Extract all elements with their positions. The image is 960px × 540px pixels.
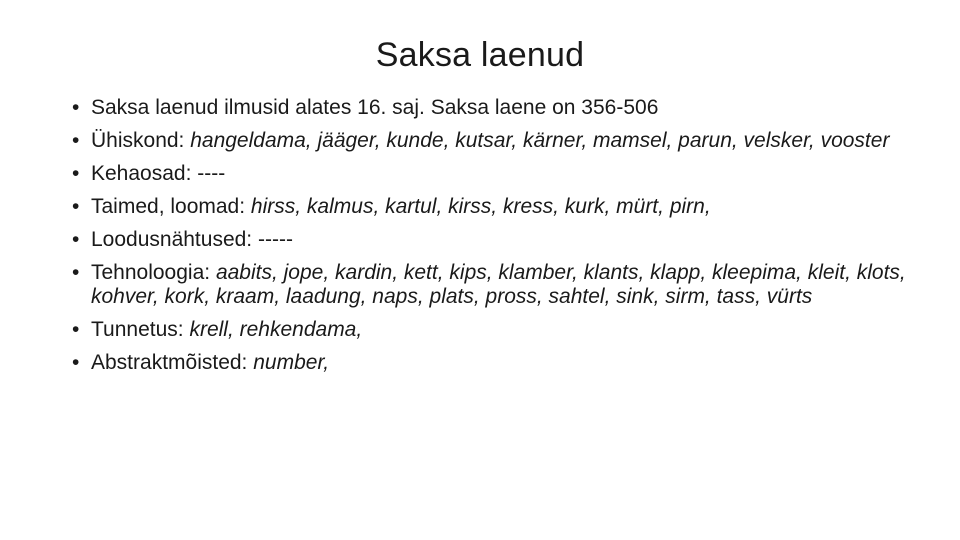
category-label: Kehaosad: ---- — [91, 162, 226, 185]
category-examples: hirss, kalmus, kartul, kirss, kress, kurk, mürt, pirn, — [250, 195, 711, 218]
bullet-item-kehaosad — [72, 162, 912, 186]
bullet-item-loodusnahtused — [72, 228, 912, 252]
bullet-item-intro — [72, 96, 912, 120]
bullet-dot: • — [72, 318, 80, 341]
category-examples: number, — [253, 351, 330, 374]
category-examples: krell, rehkendama, — [189, 318, 363, 341]
slide-title: Saksa laenud — [375, 36, 585, 74]
category-label: Taimed, loomad: — [91, 195, 251, 218]
category-label: Ühiskond: — [91, 129, 191, 152]
bullet-dot: • — [72, 129, 80, 152]
bullet-list — [72, 96, 912, 384]
bullet-item-abstraktmoisted — [72, 351, 912, 375]
category-label: Tehnoloogia: — [91, 261, 216, 284]
category-label: Abstraktmõisted: — [91, 351, 254, 374]
bullet-item-uhiskond — [72, 129, 912, 153]
bullet-dot: • — [72, 162, 80, 185]
bullet-dot: • — [72, 195, 80, 218]
category-examples: aabits, jope, kardin, kett, kips, klamber, klants, klapp, kleepima, kleit, klots, kohver, kork, kraam, laadung, naps, plats, pross, sahtel, sink, sirm, tass, vürts — [91, 261, 906, 308]
bullet-dot: • — [72, 351, 80, 374]
bullet-item-tehnoloogia — [72, 261, 912, 309]
bullet-dot: • — [72, 96, 80, 119]
bullet-dot: • — [72, 261, 80, 284]
category-label: Tunnetus: — [91, 318, 190, 341]
category-label: Loodusnähtused: ----- — [91, 228, 293, 251]
bullet-item-taimed-loomad — [72, 195, 912, 219]
bullet-dot: • — [72, 228, 80, 251]
category-examples: hangeldama, jääger, kunde, kutsar, kärner, mamsel, parun, velsker, vooster — [190, 129, 890, 152]
bullet-item-tunnetus — [72, 318, 912, 342]
bullet-text: Saksa laenud ilmusid alates 16. saj. Saksa laene on 356-506 — [91, 96, 659, 119]
